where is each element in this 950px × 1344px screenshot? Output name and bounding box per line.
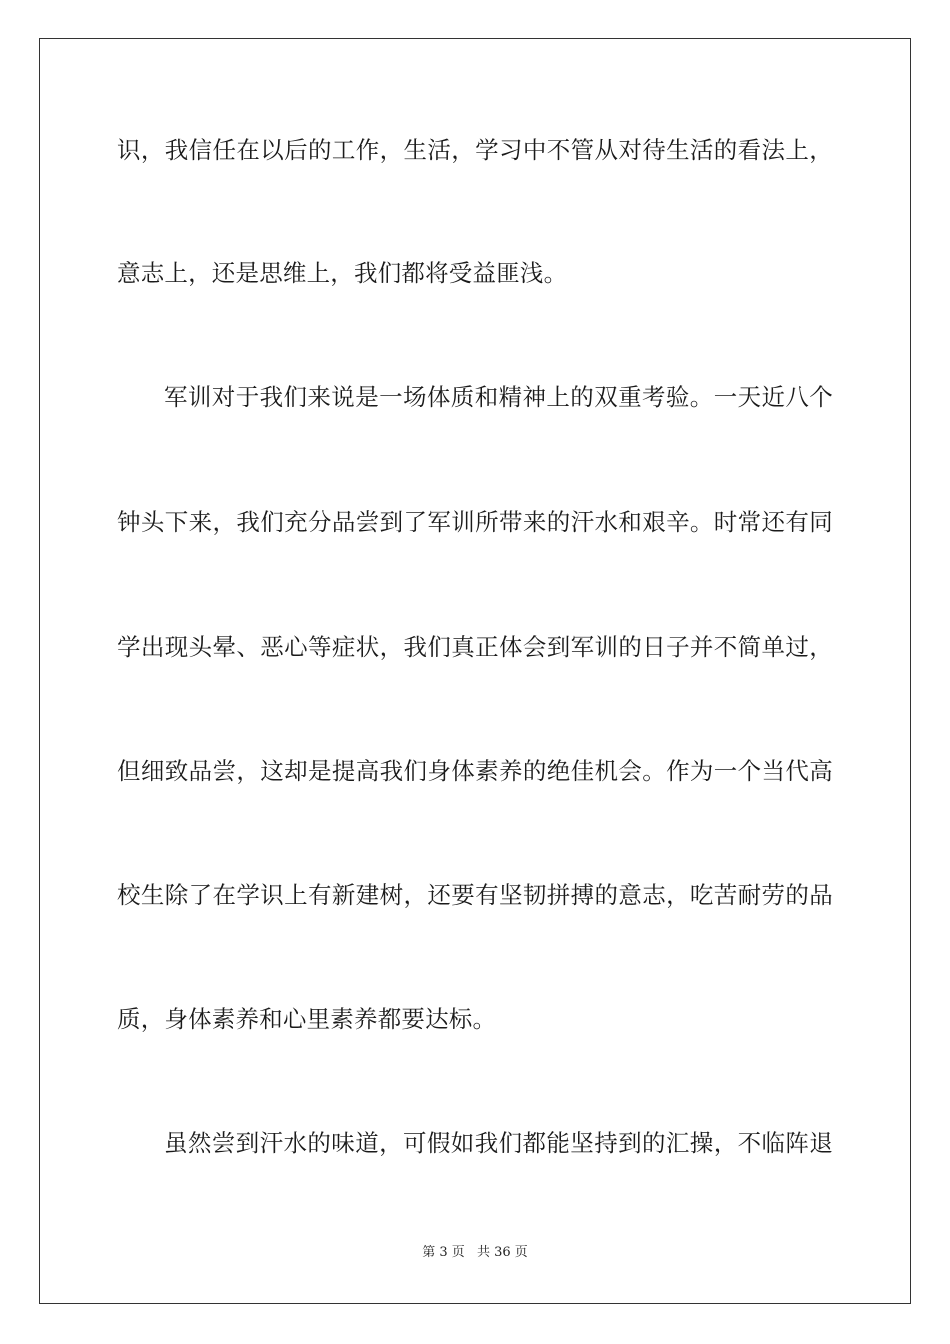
text-line-2: 意志上，还是思维上，我们都将受益匪浅。 [117, 259, 568, 287]
text-line-1: 识，我信任在以后的工作，生活，学习中不管从对待生活的看法上， [117, 136, 833, 164]
page-border [39, 38, 911, 1304]
page-footer [0, 1244, 950, 1262]
text-line-9: 虽然尝到汗水的味道，可假如我们都能坚持到的汇操，不临阵退 [164, 1129, 833, 1157]
text-line-5: 学出现头晕、恶心等症状，我们真正体会到军训的日子并不简单过， [117, 633, 833, 661]
text-line-6: 但细致品尝，这却是提高我们身体素养的绝佳机会。作为一个当代高 [117, 757, 833, 785]
text-line-8: 质，身体素养和心里素养都要达标。 [117, 1005, 497, 1033]
text-line-4: 钟头下来，我们充分品尝到了军训所带来的汗水和艰辛。时常还有同 [117, 508, 833, 536]
page-number: 第 3 页 [422, 1245, 465, 1260]
text-line-7: 校生除了在学识上有新建树，还要有坚韧拼搏的意志，吃苦耐劳的品 [117, 881, 833, 909]
page-total: 共 36 页 [476, 1245, 528, 1260]
text-line-3: 军训对于我们来说是一场体质和精神上的双重考验。一天近八个 [164, 383, 833, 411]
